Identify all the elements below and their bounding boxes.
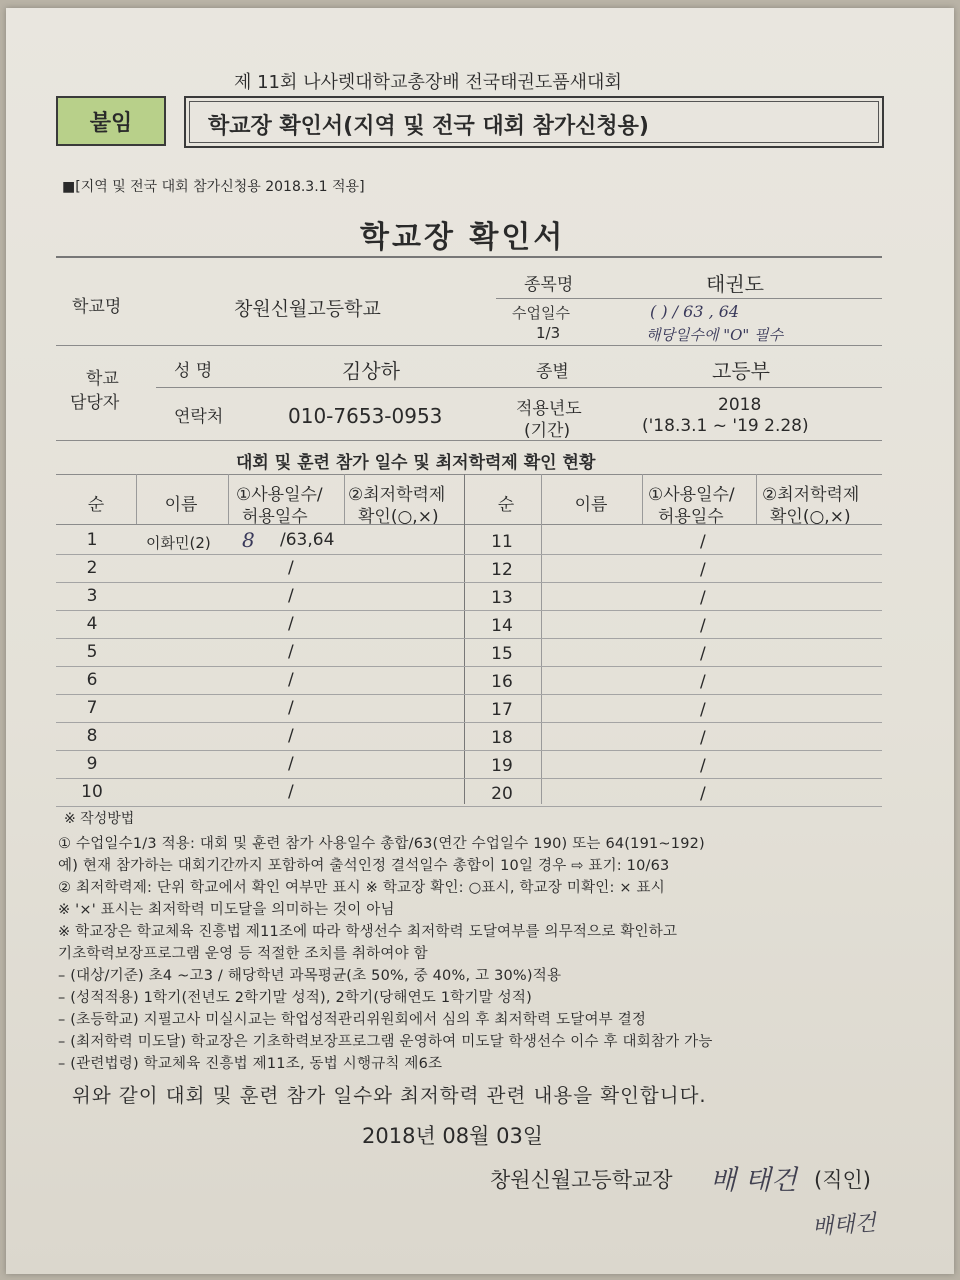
- row-rule: [56, 554, 882, 555]
- sport-label: 종목명: [524, 275, 574, 295]
- row-days: /: [700, 644, 706, 664]
- manager-label-2: 담당자: [70, 393, 120, 413]
- row-days: /: [700, 756, 706, 776]
- row-days: /: [288, 754, 294, 774]
- row-days: /: [288, 614, 294, 634]
- seal-label: (직인): [814, 1168, 871, 1192]
- row-days: /: [288, 782, 294, 802]
- signature: 배태건: [811, 1210, 877, 1241]
- note-line: – (대상/기준) 초4 ~고3 / 해당학년 과목평균(초 50%, 중 40%, 고 30%)적용: [58, 968, 562, 984]
- row-days: /: [288, 642, 294, 662]
- row-no: 16: [491, 672, 513, 692]
- principal-title: 창원신월고등학교장: [490, 1168, 673, 1192]
- event-title: 제 11회 나사렛대학교총장배 전국태권도품새대회: [234, 72, 622, 93]
- col-check: ②최저학력제: [348, 485, 446, 505]
- row-days: /: [700, 588, 706, 608]
- doc-title: 학교장 확인서: [360, 220, 566, 255]
- row-no: 17: [491, 700, 513, 720]
- row-no: 8: [86, 726, 98, 746]
- issue-date: 2018년 08월 03일: [362, 1124, 544, 1148]
- row-days: /: [700, 700, 706, 720]
- col-name: 이름: [164, 495, 198, 515]
- row-no: 14: [491, 616, 513, 636]
- col-divider: [228, 474, 229, 524]
- table-divider: [464, 474, 465, 804]
- apply-year-period: ('18.3.1 ~ '19 2.28): [642, 416, 809, 436]
- name-label: 성 명: [174, 361, 213, 381]
- row-rule: [56, 666, 882, 667]
- row-no: 1: [86, 530, 98, 550]
- row-rule: [56, 778, 882, 779]
- class-days-value: ( ) / 63 , 64: [650, 302, 740, 321]
- col-days-right-2: 허용일수: [658, 507, 724, 527]
- row-days: /63,64: [280, 530, 335, 550]
- sport-value: 태권도: [706, 272, 764, 296]
- col-divider: [642, 474, 643, 524]
- row-no: 6: [86, 670, 98, 690]
- rule: [56, 345, 882, 346]
- rule: [56, 474, 882, 475]
- note-line: – (성적적용) 1학기(전년도 2학기말 성적), 2학기(당해연도 1학기말 성적): [58, 990, 532, 1006]
- contact-label: 연락처: [174, 407, 224, 427]
- form-heading: 학교장 확인서(지역 및 전국 대회 참가신청용): [208, 114, 649, 139]
- col-days: ①사용일수/: [236, 485, 323, 505]
- col-check-2: 확인(○,×): [358, 507, 439, 527]
- apply-year-label: 적용년도: [516, 399, 582, 419]
- name-value: 김상하: [342, 359, 400, 383]
- row-days: /: [700, 532, 706, 552]
- apply-year-value: 2018: [718, 395, 762, 415]
- document-page: [6, 8, 954, 1274]
- row-days: /: [700, 560, 706, 580]
- note-line: – (관련법령) 학교체육 진흥법 제11조, 동법 시행규칙 제6조: [58, 1056, 443, 1072]
- row-rule: [56, 610, 882, 611]
- rule: [56, 440, 882, 441]
- row-no: 20: [491, 784, 513, 804]
- row-no: 11: [491, 532, 513, 552]
- row-no: 4: [86, 614, 98, 634]
- note-line: ※ 학교장은 학교체육 진흥법 제11조에 따라 학생선수 최저학력 도달여부를 의무적으로 확인하고: [58, 924, 678, 940]
- col-divider: [136, 474, 137, 524]
- row-days: /: [700, 616, 706, 636]
- row-no: 13: [491, 588, 513, 608]
- row-no: 15: [491, 644, 513, 664]
- note-line: ① 수업일수1/3 적용: 대회 및 훈련 참가 사용일수 총합/63(연간 수업일수 190) 또는 64(191~192): [58, 836, 705, 852]
- row-rule: [56, 582, 882, 583]
- row-days: /: [700, 672, 706, 692]
- col-days-2: 허용일수: [242, 507, 308, 527]
- row-no: 7: [86, 698, 98, 718]
- col-check-right: ②최저학력제: [762, 485, 860, 505]
- row-rule: [56, 750, 882, 751]
- row-no: 5: [86, 642, 98, 662]
- col-name-right: 이름: [574, 495, 608, 515]
- row-no: 18: [491, 728, 513, 748]
- division-value: 고등부: [712, 359, 770, 383]
- rule: [56, 524, 882, 525]
- class-days-label-fraction: 1/3: [536, 324, 561, 342]
- row-days: /: [288, 670, 294, 690]
- class-days-note: 해당일수에 "O" 필수: [646, 326, 784, 344]
- note-line: – (초등학교) 지필고사 미실시교는 학업성적관리위원회에서 심의 후 최저학력 도달여부 결정: [58, 1012, 647, 1028]
- row-no: 19: [491, 756, 513, 776]
- note-line: 예) 현재 참가하는 대회기간까지 포함하여 출석인정 결석일수 총합이 10일 경우 ⇨ 표기: 10/63: [58, 858, 670, 874]
- row-rule: [56, 694, 882, 695]
- class-days-label: 수업일수: [512, 304, 570, 322]
- notes-heading: ※ 작성방법: [64, 811, 135, 827]
- row-days: /: [288, 586, 294, 606]
- col-divider: [344, 474, 345, 524]
- manager-label: 학교: [86, 369, 119, 389]
- col-no-right: 순: [497, 495, 515, 515]
- row-no: 2: [86, 558, 98, 578]
- row-rule: [56, 722, 882, 723]
- row-days: /: [700, 728, 706, 748]
- col-divider: [756, 474, 757, 524]
- division-label: 종별: [536, 362, 569, 382]
- attachment-label: 붙임: [56, 96, 166, 146]
- note-line: 기초학력보장프로그램 운영 등 적절한 조치를 취하여야 함: [58, 946, 428, 962]
- form-tag: ■[지역 및 전국 대회 참가신청용 2018.3.1 적용]: [62, 179, 365, 195]
- row-days: /: [288, 726, 294, 746]
- col-no: 순: [87, 495, 105, 515]
- row-rule: [56, 806, 882, 807]
- principal-signed-name: 배 태건: [710, 1165, 797, 1196]
- apply-year-label-2: (기간): [524, 421, 571, 441]
- row-days: /: [288, 558, 294, 578]
- col-divider: [541, 474, 542, 804]
- rule: [156, 387, 882, 388]
- col-days-right: ①사용일수/: [648, 485, 735, 505]
- note-line: ※ '×' 표시는 최저학력 미도달을 의미하는 것이 아님: [58, 902, 395, 918]
- note-line: – (최저학력 미도달) 학교장은 기초학력보장프로그램 운영하여 미도달 학생선수 이수 후 대회참가 가능: [58, 1034, 713, 1050]
- row-no: 3: [86, 586, 98, 606]
- contact-value: 010-7653-0953: [288, 404, 443, 428]
- row-name: 이화민(2): [146, 534, 211, 552]
- confirm-text: 위와 같이 대회 및 훈련 참가 일수와 최저학력 관련 내용을 확인합니다.: [72, 1084, 707, 1107]
- row-days: /: [288, 698, 294, 718]
- row-used-days: 8: [242, 528, 255, 552]
- rule: [496, 298, 882, 299]
- row-days: /: [700, 784, 706, 804]
- col-check-right-2: 확인(○,×): [770, 507, 851, 527]
- note-line: ② 최저학력제: 단위 학교에서 확인 여부만 표시 ※ 학교장 확인: ○표시, 학교장 미확인: × 표시: [58, 880, 665, 896]
- school-label: 학교명: [72, 297, 122, 317]
- row-no: 12: [491, 560, 513, 580]
- row-rule: [56, 638, 882, 639]
- row-no: 10: [81, 782, 103, 802]
- row-no: 9: [86, 754, 98, 774]
- table-top-rule: [56, 256, 882, 258]
- form-heading-box: [184, 96, 884, 148]
- status-title: 대회 및 훈련 참가 일수 및 최저학력제 확인 현황: [236, 453, 596, 473]
- school-value: 창원신월고등학교: [234, 298, 381, 320]
